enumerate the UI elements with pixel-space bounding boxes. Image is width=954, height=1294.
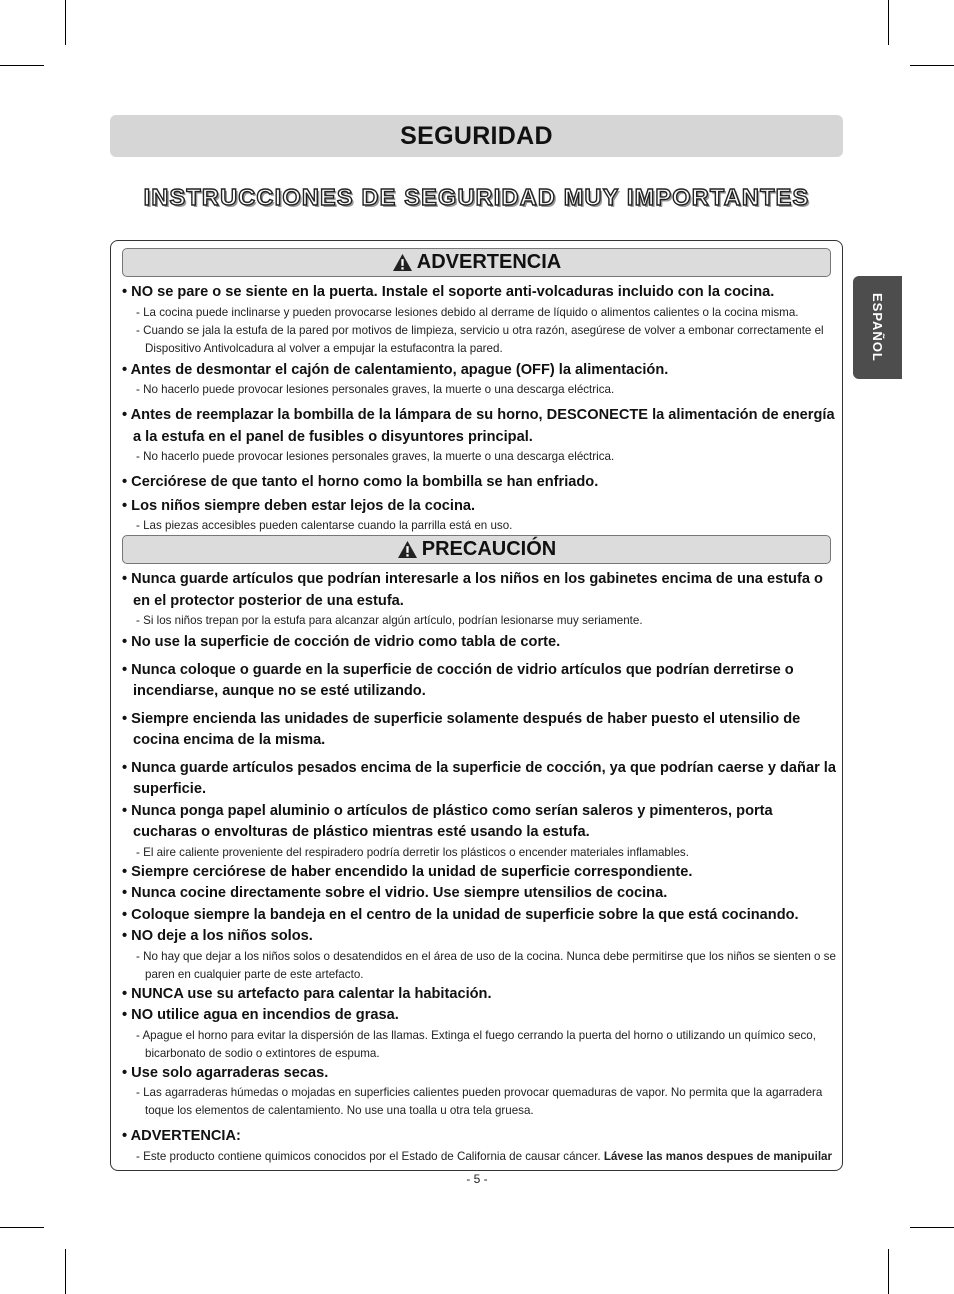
list-item: • NUNCA use su artefacto para calentar la habitación. (122, 985, 492, 1002)
final-warning-bold: Lávese las manos despues de manipuilar (603, 1149, 832, 1163)
language-tab-label: ESPAÑOL (870, 293, 885, 362)
page-title-bar (110, 115, 843, 157)
precaucion-list (122, 569, 838, 1166)
list-item: • No use la superficie de cocción de vidrio como tabla de corte. (122, 634, 561, 650)
precaucion-header (122, 535, 831, 564)
list-subitem: - Apague el horno para evitar la dispersión de las llamas. Extinga el fuego cerrando la puerta del horno o utilizando un químico seco, bicarbonato de sodio o extintores de espuma. (136, 1028, 816, 1060)
crop-mark (910, 1227, 954, 1228)
list-subitem: - Cuando se jala la estufa de la pared por motivos de limpieza, servicio u otra razón, asegúrese de volver a embonar correctamente el Dispositivo Antivolcadura al volver a empujar la estufacontra la pared. (136, 323, 824, 355)
list-item: • Nunca guarde artículos que podrían interesarle a los niños en los gabinetes encima de una estufa o en el protector posterior de una estufa. (122, 571, 823, 609)
list-subitem: - No hay que dejar a los niños solos o desatendidos en el área de uso de la cocina. Nunca debe permitirse que los niños se sienten o se paren en cualquier parte de este artefacto. (136, 949, 836, 981)
list-item: • NO deje a los niños solos. (122, 928, 313, 944)
list-item: • Siempre encienda las unidades de superficie solamente después de haber puesto el utensilio de cocina encima de la misma. (122, 710, 801, 748)
list-subitem: - Si los niños trepan por la estufa para alcanzar algún artículo, podrían lesionarse muy seriamente. (136, 614, 643, 627)
crop-mark (888, 0, 889, 45)
list-item: • Cerciórese de que tanto el horno como la bombilla se han enfriado. (122, 474, 599, 490)
page-title: SEGURIDAD (400, 121, 553, 150)
precaucion-heading: PRECAUCIÓN (421, 538, 557, 560)
list-item: • Siempre cerciórese de haber encendido la unidad de superficie correspondiente. (122, 863, 693, 880)
list-item: • NO se pare o se siente en la puerta. Instale el soporte anti-volcaduras incluido con la cocina. (122, 284, 775, 300)
list-subitem: - No hacerlo puede provocar lesiones personales graves, la muerte o una descarga eléctrica. (136, 383, 615, 396)
warning-icon (397, 540, 418, 559)
list-item: • Nunca coloque o guarde en la superficie de cocción de vidrio artículos que podrían derretirse o incendiarse, aunque no se esté utilizando. (122, 661, 794, 699)
final-warning-label: • ADVERTENCIA: (122, 1128, 241, 1144)
crop-mark (910, 65, 954, 66)
list-item: • Antes de desmontar el cajón de calentamiento, apague (OFF) la alimentación. (122, 361, 669, 378)
list-item: • Use solo agarraderas secas. (122, 1064, 329, 1081)
list-item: • Nunca cocine directamente sobre el vidrio. Use siempre utensilios de cocina. (122, 885, 668, 901)
language-tab (853, 276, 902, 379)
list-item: • Nunca guarde artículos pesados encima de la superficie de cocción, ya que podrían caerse y dañar la superficie. (122, 759, 836, 797)
warning-icon (392, 253, 413, 272)
page-number: - 5 - (466, 1172, 488, 1186)
advertencia-list (122, 282, 838, 535)
crop-mark (65, 1249, 66, 1294)
page-subtitle: INSTRUCCIONES DE SEGURIDAD MUY IMPORTANTES (143, 184, 810, 210)
advertencia-heading: ADVERTENCIA (416, 251, 562, 273)
final-warning-text (129, 1148, 838, 1166)
list-item: • Nunca ponga papel aluminio o artículos de plástico como serían saleros y pimenteros, porta cucharas o envolturas de plástico mientras esté usando la estufa. (122, 802, 773, 840)
list-item: • Antes de reemplazar la bombilla de la lámpara de su horno, DESCONECTE la alimentación de energía a la estufa en el panel de fusibles o disyuntores principal. (122, 407, 835, 445)
advertencia-header (122, 248, 831, 277)
list-subitem: - La cocina puede inclinarse y pueden provocarse lesiones debido al derrame de líquido o alimentos calientes o la cocina misma. (136, 305, 799, 319)
crop-mark (0, 65, 44, 66)
crop-mark (65, 0, 66, 45)
list-item: • NO utilice agua en incendios de grasa. (122, 1007, 399, 1023)
crop-mark (888, 1249, 889, 1294)
final-warning-body: - Este producto contiene quimicos conocidos por el Estado de California de causar cáncer. (136, 1149, 604, 1163)
list-subitem: - No hacerlo puede provocar lesiones personales graves, la muerte o una descarga eléctrica. (136, 450, 615, 463)
list-subitem: - Las agarraderas húmedas o mojadas en superficies calientes pueden provocar quemaduras de vapor. No permita que la agarradera toque los elementos de calentamiento. No use una toalla u otra tela gruesa. (136, 1086, 823, 1117)
list-subitem: - El aire caliente proveniente del respiradero podría derretir los plásticos o encender materiales inflamables. (136, 845, 689, 859)
list-item: • Los niños siempre deben estar lejos de la cocina. (122, 497, 476, 514)
list-subitem: - Las piezas accesibles pueden calentarse cuando la parrilla está en uso. (136, 519, 513, 532)
list-item: • Coloque siempre la bandeja en el centro de la unidad de superficie sobre la que está cocinando. (122, 906, 799, 923)
crop-mark (0, 1227, 44, 1228)
